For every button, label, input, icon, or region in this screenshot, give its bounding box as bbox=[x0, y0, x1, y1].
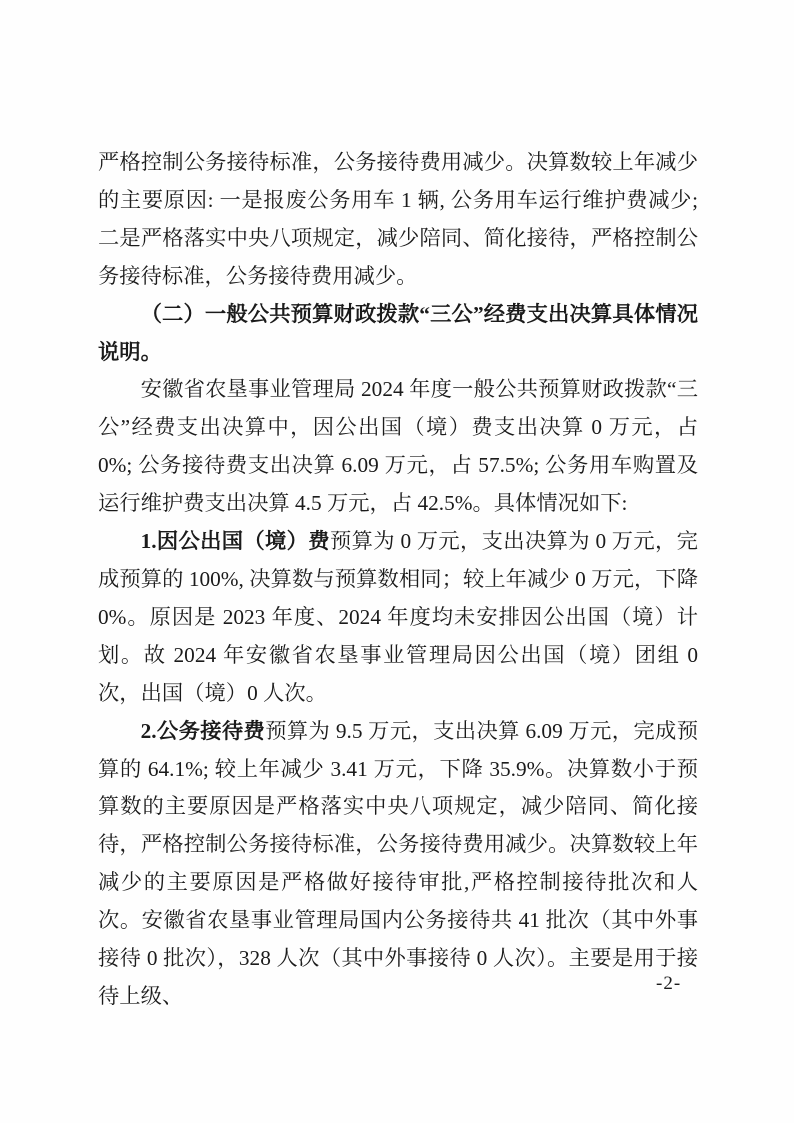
paragraph-item-1 bbox=[98, 523, 698, 713]
item-2-label: 2.公务接待费 bbox=[140, 718, 266, 743]
paragraph-overview: 安徽省农垦事业管理局 2024 年度一般公共预算财政拨款“三公”经费支出决算中，因公出国（境）费支出决算 0 万元，占 0%; 公务接待费支出决算 6.09 万元，占 57.5%; 公务用车购置及运行维护费支出决算 4.5 万元，占 42.5%。具体情况如下: bbox=[98, 377, 698, 516]
paragraph-carryover: 严格控制公务接待标准，公务接待费用减少。决算数较上年减少的主要原因: 一是报废公务用车 1 辆, 公务用车运行维护费减少; 二是严格落实中央八项规定，减少陪同、简化接待，严格控制公务接待标准，公务接待费用减少。 bbox=[98, 150, 698, 288]
section-heading: （二）一般公共预算财政拨款“三公”经费支出决算具体情况说明。 bbox=[98, 301, 698, 364]
paragraph-item-2 bbox=[98, 713, 698, 1016]
item-1-label: 1.因公出国（境）费 bbox=[140, 529, 330, 554]
document-body bbox=[98, 144, 698, 1016]
item-2-text: 预算为 9.5 万元，支出决算 6.09 万元，完成预算的 64.1%; 较上年减少 3.41 万元，下降 35.9%。决算数小于预算数的主要原因是严格落实中央八项规定，减少陪同、简化接待，严格控制公务接待标准，公务接待费用减少。决算数较上年减少的主要原因是严格做好接待审批,严格控制接待批次和人次。安徽省农垦事业管理局国内公务接待共 41 批次（其中外事接待 0 批次），328 人次（其中外事接待 0 人次）。主要是用于接待上级、 bbox=[98, 718, 698, 1008]
page-number: -2- bbox=[656, 973, 682, 994]
item-1-text: 预算为 0 万元，支出决算为 0 万元，完成预算的 100%, 决算数与预算数相同；较上年减少 0 万元，下降 0%。原因是 2023 年度、2024 年度均未安排因公出国（境）计划。故 2024 年安徽省农垦事业管理局因公出国（境）团组 0 次，出国（境）0 人次。 bbox=[98, 529, 698, 705]
